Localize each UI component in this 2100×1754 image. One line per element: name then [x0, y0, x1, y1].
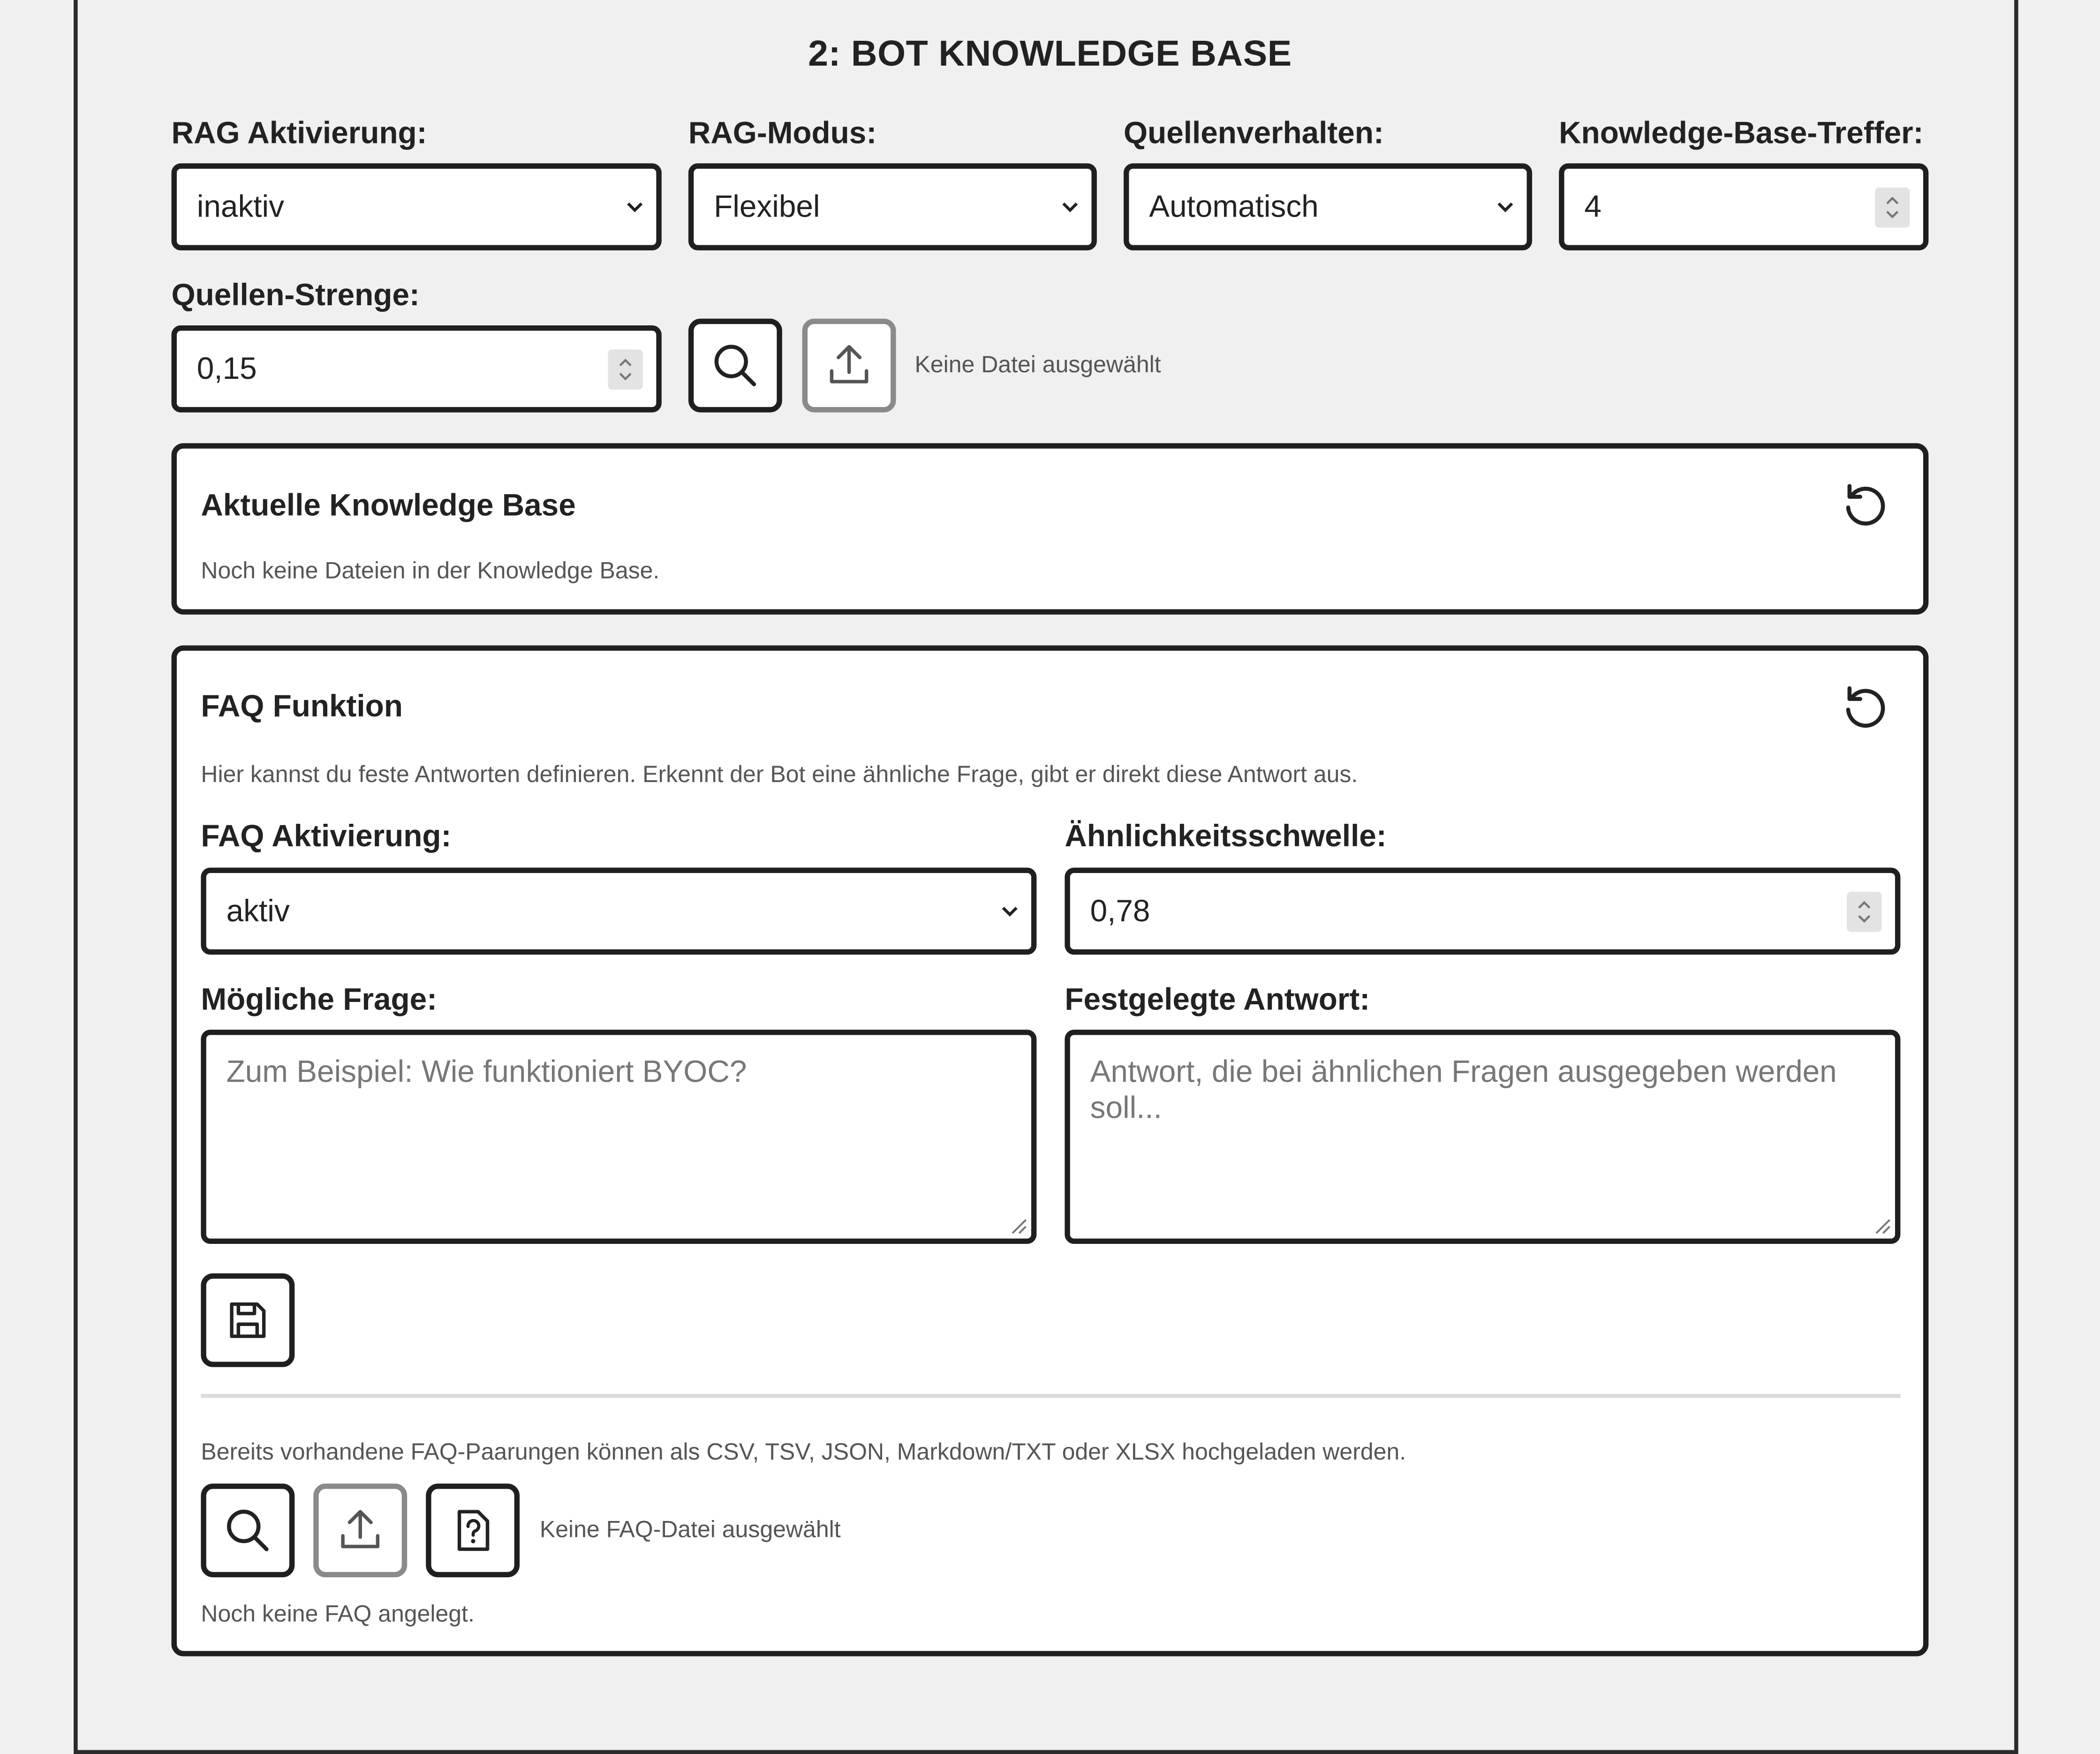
rag-activation-select[interactable]	[172, 163, 662, 250]
source-strictness-label: Quellen-Strenge:	[171, 277, 420, 312]
possible-question-textarea[interactable]	[201, 1030, 1036, 1244]
select-file-button[interactable]	[688, 319, 782, 413]
upload-faq-file-button[interactable]	[313, 1483, 407, 1577]
faq-divider	[201, 1394, 1900, 1398]
search-icon	[225, 1508, 271, 1553]
answer-placeholder: Antwort, die bei ähnlichen Fragen ausgegeben werden soll...	[1090, 1054, 1837, 1125]
source-behavior-select[interactable]	[1124, 163, 1532, 250]
faq-activation-label: FAQ Aktivierung:	[201, 818, 452, 853]
question-placeholder: Zum Beispiel: Wie funktioniert BYOC?	[226, 1054, 747, 1089]
rag-mode-select[interactable]	[688, 163, 1097, 250]
similarity-threshold-label: Ähnlichkeitsschwelle:	[1065, 818, 1387, 853]
save-icon	[225, 1297, 271, 1343]
kb-empty-text: Noch keine Dateien in der Knowledge Base.	[201, 557, 660, 584]
kb-hits-label: Knowledge-Base-Treffer:	[1559, 115, 1924, 150]
search-icon	[712, 343, 758, 388]
source-strictness-value: 0,15	[196, 351, 257, 386]
kb-hits-input[interactable]	[1559, 163, 1928, 250]
refresh-kb-button[interactable]	[1840, 479, 1891, 530]
number-spinner[interactable]	[608, 349, 643, 389]
rag-activation-label: RAG Aktivierung:	[171, 115, 427, 150]
spinner-arrows-icon	[1883, 192, 1902, 222]
current-kb-title: Aktuelle Knowledge Base	[201, 487, 576, 522]
current-kb-card	[172, 443, 1929, 615]
spinner-arrows-icon	[1855, 896, 1873, 926]
fixed-answer-textarea[interactable]	[1065, 1030, 1900, 1244]
kb-hits-value: 4	[1584, 188, 1601, 224]
number-spinner[interactable]	[1847, 891, 1881, 932]
refresh-icon	[1840, 682, 1891, 733]
chevron-down-icon	[1496, 200, 1515, 214]
chevron-down-icon	[626, 200, 644, 214]
resize-grip-icon[interactable]	[1008, 1216, 1027, 1235]
similarity-threshold-input[interactable]	[1065, 868, 1900, 955]
refresh-faq-button[interactable]	[1840, 682, 1891, 733]
spinner-arrows-icon	[616, 354, 635, 384]
faq-file-status-text: Keine FAQ-Datei ausgewählt	[539, 1515, 841, 1543]
file-status-text: Keine Datei ausgewählt	[914, 351, 1161, 378]
source-behavior-label: Quellenverhalten:	[1124, 115, 1384, 150]
save-faq-button[interactable]	[201, 1273, 295, 1367]
rag-mode-value: Flexibel	[714, 188, 820, 224]
number-spinner[interactable]	[1875, 187, 1910, 227]
faq-activation-value: aktiv	[226, 893, 290, 928]
faq-empty-text: Noch keine FAQ angelegt.	[201, 1600, 475, 1627]
faq-file-template-button[interactable]	[426, 1483, 520, 1577]
faq-activation-select[interactable]	[201, 868, 1036, 955]
faq-title: FAQ Funktion	[201, 688, 403, 723]
rag-activation-value: inaktiv	[196, 188, 285, 224]
fixed-answer-label: Festgelegte Antwort:	[1065, 981, 1370, 1016]
upload-file-button[interactable]	[802, 319, 896, 413]
source-strictness-input[interactable]	[172, 325, 662, 413]
faq-description: Hier kannst du feste Antworten definieren. Erkennt der Bot eine ähnliche Frage, gibt er direkt diese Antwort aus.	[201, 760, 1358, 788]
chevron-down-icon	[1000, 904, 1019, 918]
upload-icon	[338, 1508, 383, 1553]
faq-upload-hint: Bereits vorhandene FAQ-Paarungen können als CSV, TSV, JSON, Markdown/TXT oder XLSX hochgeladen werden.	[201, 1438, 1406, 1465]
similarity-threshold-value: 0,78	[1090, 893, 1150, 928]
rag-mode-label: RAG-Modus:	[688, 115, 877, 150]
file-question-icon	[450, 1508, 496, 1553]
chevron-down-icon	[1061, 200, 1080, 214]
section-title: 2: BOT KNOWLEDGE BASE	[808, 33, 1292, 74]
upload-icon	[826, 343, 872, 388]
refresh-icon	[1840, 479, 1891, 530]
resize-grip-icon[interactable]	[1872, 1216, 1891, 1235]
select-faq-file-button[interactable]	[201, 1483, 295, 1577]
possible-question-label: Mögliche Frage:	[201, 981, 438, 1016]
source-behavior-value: Automatisch	[1149, 188, 1319, 224]
